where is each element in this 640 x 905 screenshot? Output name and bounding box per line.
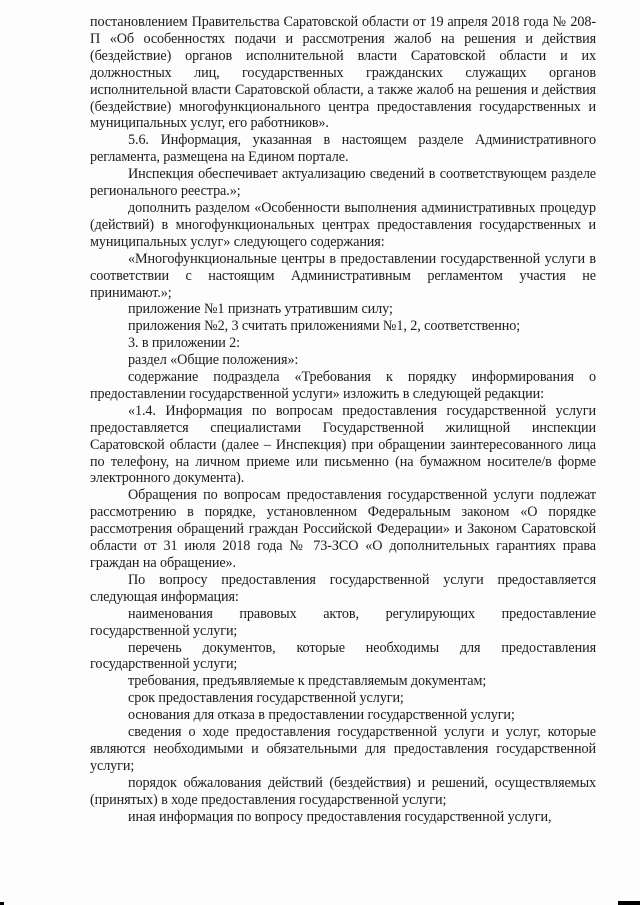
paragraph: порядок обжалования действий (бездействия) и решений, осуществляемых (принятых) в ходе предоставления государственной услуги; xyxy=(90,774,596,808)
paragraph: иная информация по вопросу предоставления государственной услуги, xyxy=(128,808,552,825)
paragraph: сведения о ходе предоставления государственной услуги и услуг, которые являются необходимыми и обязательными для предоставления государственной услуги; xyxy=(90,724,596,774)
paragraph: требования, предъявляемые к представляемым документам; xyxy=(128,673,487,690)
paragraph: основания для отказа в предоставлении государственной услуги; xyxy=(128,707,515,724)
paragraph: приложения №2, 3 считать приложениями №1, 2, соответственно; xyxy=(128,318,521,335)
paragraph: перечень документов, которые необходимы для предоставления государственной услуги; xyxy=(90,639,596,673)
paragraph: Обращения по вопросам предоставления государственной услуги подлежат рассмотрению в порядке, установленном Федеральным законом «О порядке рассмотрения обращений граждан Российской Федерации» и Законом Саратовской области от 31 июля 2018 года № 73-ЗСО «О дополнительных гарантиях права граждан на обращение». xyxy=(90,487,596,571)
paragraph: содержание подраздела «Требования к порядку информирования о предоставлении государственной услуги» изложить в следующей редакции: xyxy=(90,369,596,402)
paragraph: Инспекция обеспечивает актуализацию сведений в соответствующем разделе регионального реестра.»; xyxy=(90,166,596,200)
paragraph: «Многофункциональные центры в предоставлении государственной услуги в соответствии с настоящим Административным регламентом участия не принимают.»; xyxy=(90,250,596,301)
paragraph: раздел «Общие положения»: xyxy=(128,352,299,369)
paragraph: наименования правовых актов, регулирующих предоставление государственной услуги; xyxy=(90,605,596,639)
paragraph: По вопросу предоставления государственной услуги предоставляется следующая информация: xyxy=(90,571,596,605)
paragraph: 3. в приложении 2: xyxy=(128,335,241,352)
document-body xyxy=(90,14,596,826)
scan-edge-mark xyxy=(618,901,640,905)
paragraph: приложение №1 признать утратившим силу; xyxy=(128,301,393,318)
paragraph: «1.4. Информация по вопросам предоставления государственной услуги предоставляется специалистами Государственной жилищной инспекции Саратовской области (далее – Инспекция) при обращении заинтересованного лица по телефону, на личном приеме или письменно (на бумажном носителе/в форме электронного документа). xyxy=(90,402,596,487)
paragraph: дополнить разделом «Особенности выполнения административных процедур (действий) в многофункциональных центрах предоставления государственных и муниципальных услуг» следующего содержания: xyxy=(90,199,596,250)
paragraph: постановлением Правительства Саратовской области от 19 апреля 2018 года № 208-П «Об особенностях подачи и рассмотрения жалоб на решения и действия (бездействие) органов исполнительной власти Саратовской области и их должностных лиц, государственных гражданских служащих органов исполнительной власти Саратовской области, а также жалоб на решения и действия (бездействие) многофункционального центра предоставления государственных и муниципальных услуг, его работников». xyxy=(90,14,596,132)
paragraph: срок предоставления государственной услуги; xyxy=(128,690,404,707)
paragraph: 5.6. Информация, указанная в настоящем разделе Административного регламента, размещена на Едином портале. xyxy=(90,132,596,166)
